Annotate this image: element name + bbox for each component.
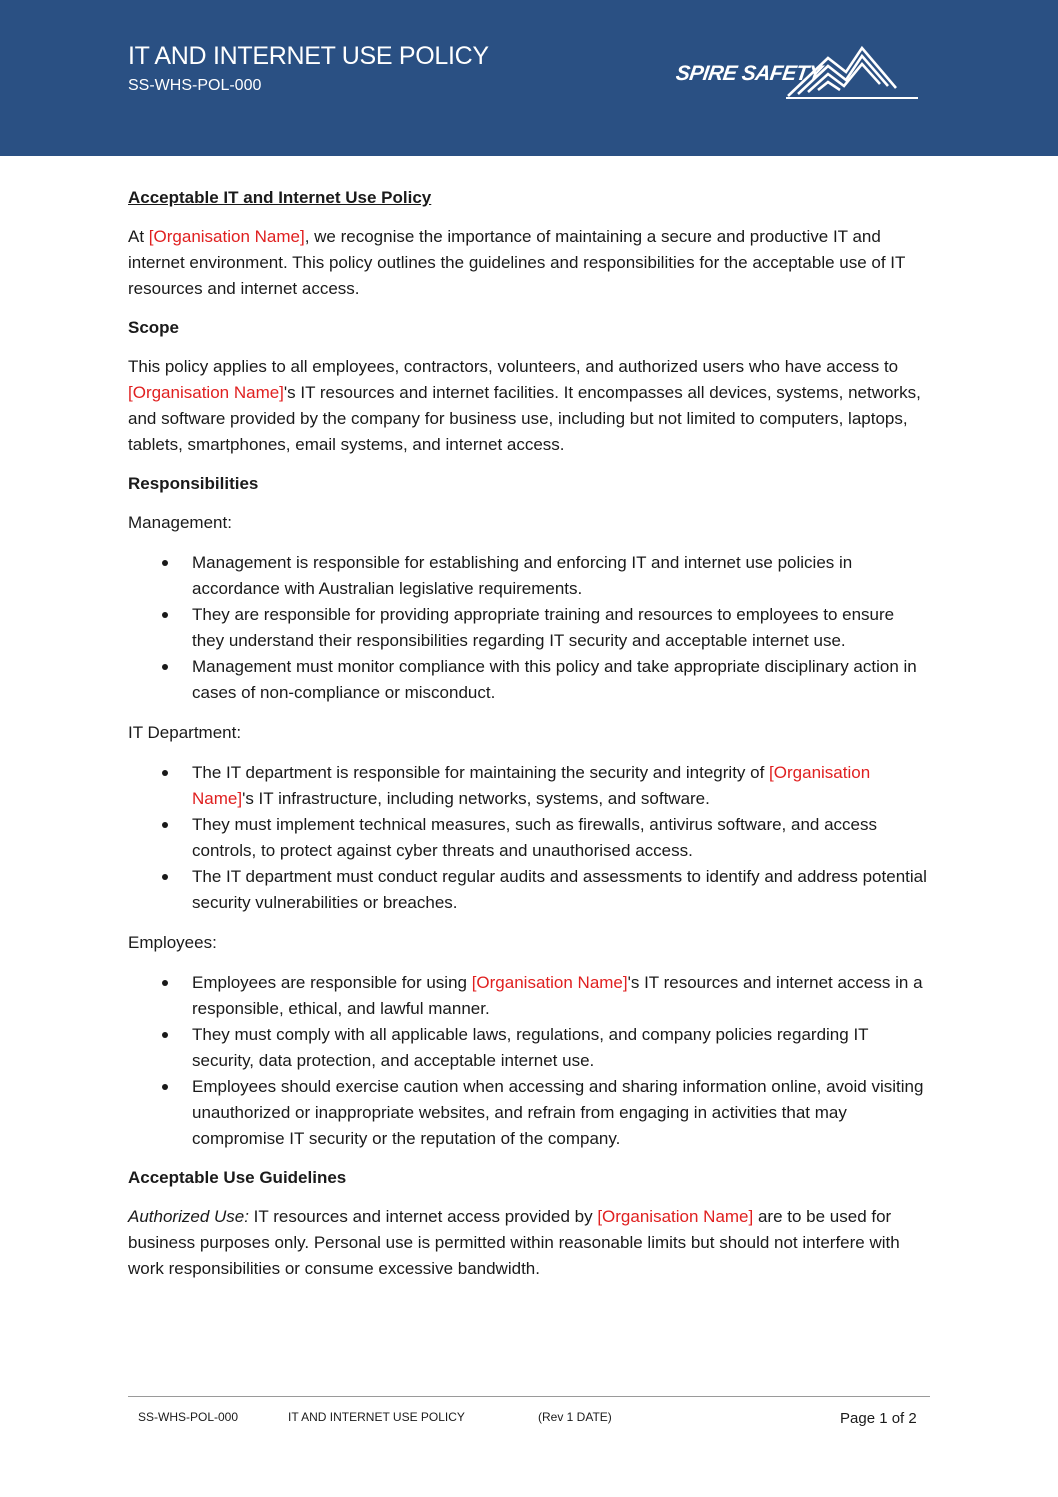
- authorized-use-paragraph: Authorized Use: IT resources and internet access provided by [Organisation Name] are to be used for business purposes only. Personal use is permitted within reasonable limits but should not interfere with work responsibilities or consume excessive bandwidth.: [128, 1207, 900, 1278]
- mountain-logo-icon: [784, 44, 924, 100]
- footer-document-title: IT AND INTERNET USE POLICY: [288, 1410, 465, 1424]
- it-department-list: [128, 760, 928, 916]
- management-label: Management:: [128, 513, 232, 532]
- organisation-placeholder: [Organisation Name]: [597, 1207, 754, 1226]
- footer-document-code: SS-WHS-POL-000: [138, 1410, 239, 1424]
- employees-label: Employees:: [128, 933, 217, 952]
- authorized-use-label: Authorized Use:: [128, 1207, 249, 1226]
- organisation-placeholder: [Organisation Name]: [148, 227, 305, 246]
- list-item: Management is responsible for establishing and enforcing IT and internet use policies in accordance with Australian legislative requirements.: [192, 550, 928, 602]
- list-item: The IT department must conduct regular audits and assessments to identify and address potential security vulnerabilities or breaches.: [192, 864, 928, 916]
- organisation-placeholder: [Organisation Name]: [192, 763, 871, 808]
- policy-body: [128, 186, 928, 1296]
- list-item: The IT department is responsible for maintaining the security and integrity of [Organisation Name]'s IT infrastructure, including networks, systems, and software.: [192, 760, 928, 812]
- document-header: [0, 0, 1058, 156]
- footer-page-number: Page 1 of 2: [840, 1410, 917, 1427]
- document-title: IT AND INTERNET USE POLICY: [128, 42, 489, 70]
- list-item: Employees should exercise caution when accessing and sharing information online, avoid visiting unauthorized or inappropriate websites, and refrain from engaging in activities that may compromise IT security or the reputation of the company.: [192, 1074, 928, 1152]
- list-item: They must implement technical measures, such as firewalls, antivirus software, and access controls, to protect against cyber threats and unauthorised access.: [192, 812, 928, 864]
- scope-heading: Scope: [128, 318, 180, 337]
- employees-list: [128, 970, 928, 1152]
- list-item: Employees are responsible for using [Organisation Name]'s IT resources and internet access in a responsible, ethical, and lawful manner.: [192, 970, 928, 1022]
- management-list: [128, 550, 928, 706]
- list-item: Management must monitor compliance with this policy and take appropriate disciplinary action in cases of non-compliance or misconduct.: [192, 654, 928, 706]
- company-logo: [676, 44, 926, 104]
- organisation-placeholder: [Organisation Name]: [128, 383, 284, 402]
- policy-heading: Acceptable IT and Internet Use Policy: [128, 188, 432, 207]
- organisation-placeholder: [Organisation Name]: [471, 973, 628, 992]
- scope-paragraph: This policy applies to all employees, contractors, volunteers, and authorized users who have access to [Organisation Name]'s IT resources and internet facilities. It encompasses all devices, systems, networks, and software provided by the company for business use, including but not limited to computers, laptops, tablets, smartphones, email systems, and internet access.: [128, 357, 921, 454]
- list-item: They are responsible for providing appropriate training and resources to employees to ensure they understand their responsibilities regarding IT security and acceptable internet use.: [192, 602, 928, 654]
- guidelines-heading: Acceptable Use Guidelines: [128, 1168, 347, 1187]
- footer-revision: (Rev 1 DATE): [538, 1410, 612, 1424]
- footer-divider: [128, 1396, 930, 1397]
- document-code: SS-WHS-POL-000: [128, 77, 262, 94]
- logo-text: SPIRE SAFETY: [674, 62, 824, 85]
- it-department-label: IT Department:: [128, 723, 242, 742]
- list-item: They must comply with all applicable laws, regulations, and company policies regarding IT security, data protection, and acceptable internet use.: [192, 1022, 928, 1074]
- intro-paragraph: At [Organisation Name], we recognise the importance of maintaining a secure and productive IT and internet environment. This policy outlines the guidelines and responsibilities for the acceptable use of IT resources and internet access.: [128, 227, 906, 298]
- responsibilities-heading: Responsibilities: [128, 474, 259, 493]
